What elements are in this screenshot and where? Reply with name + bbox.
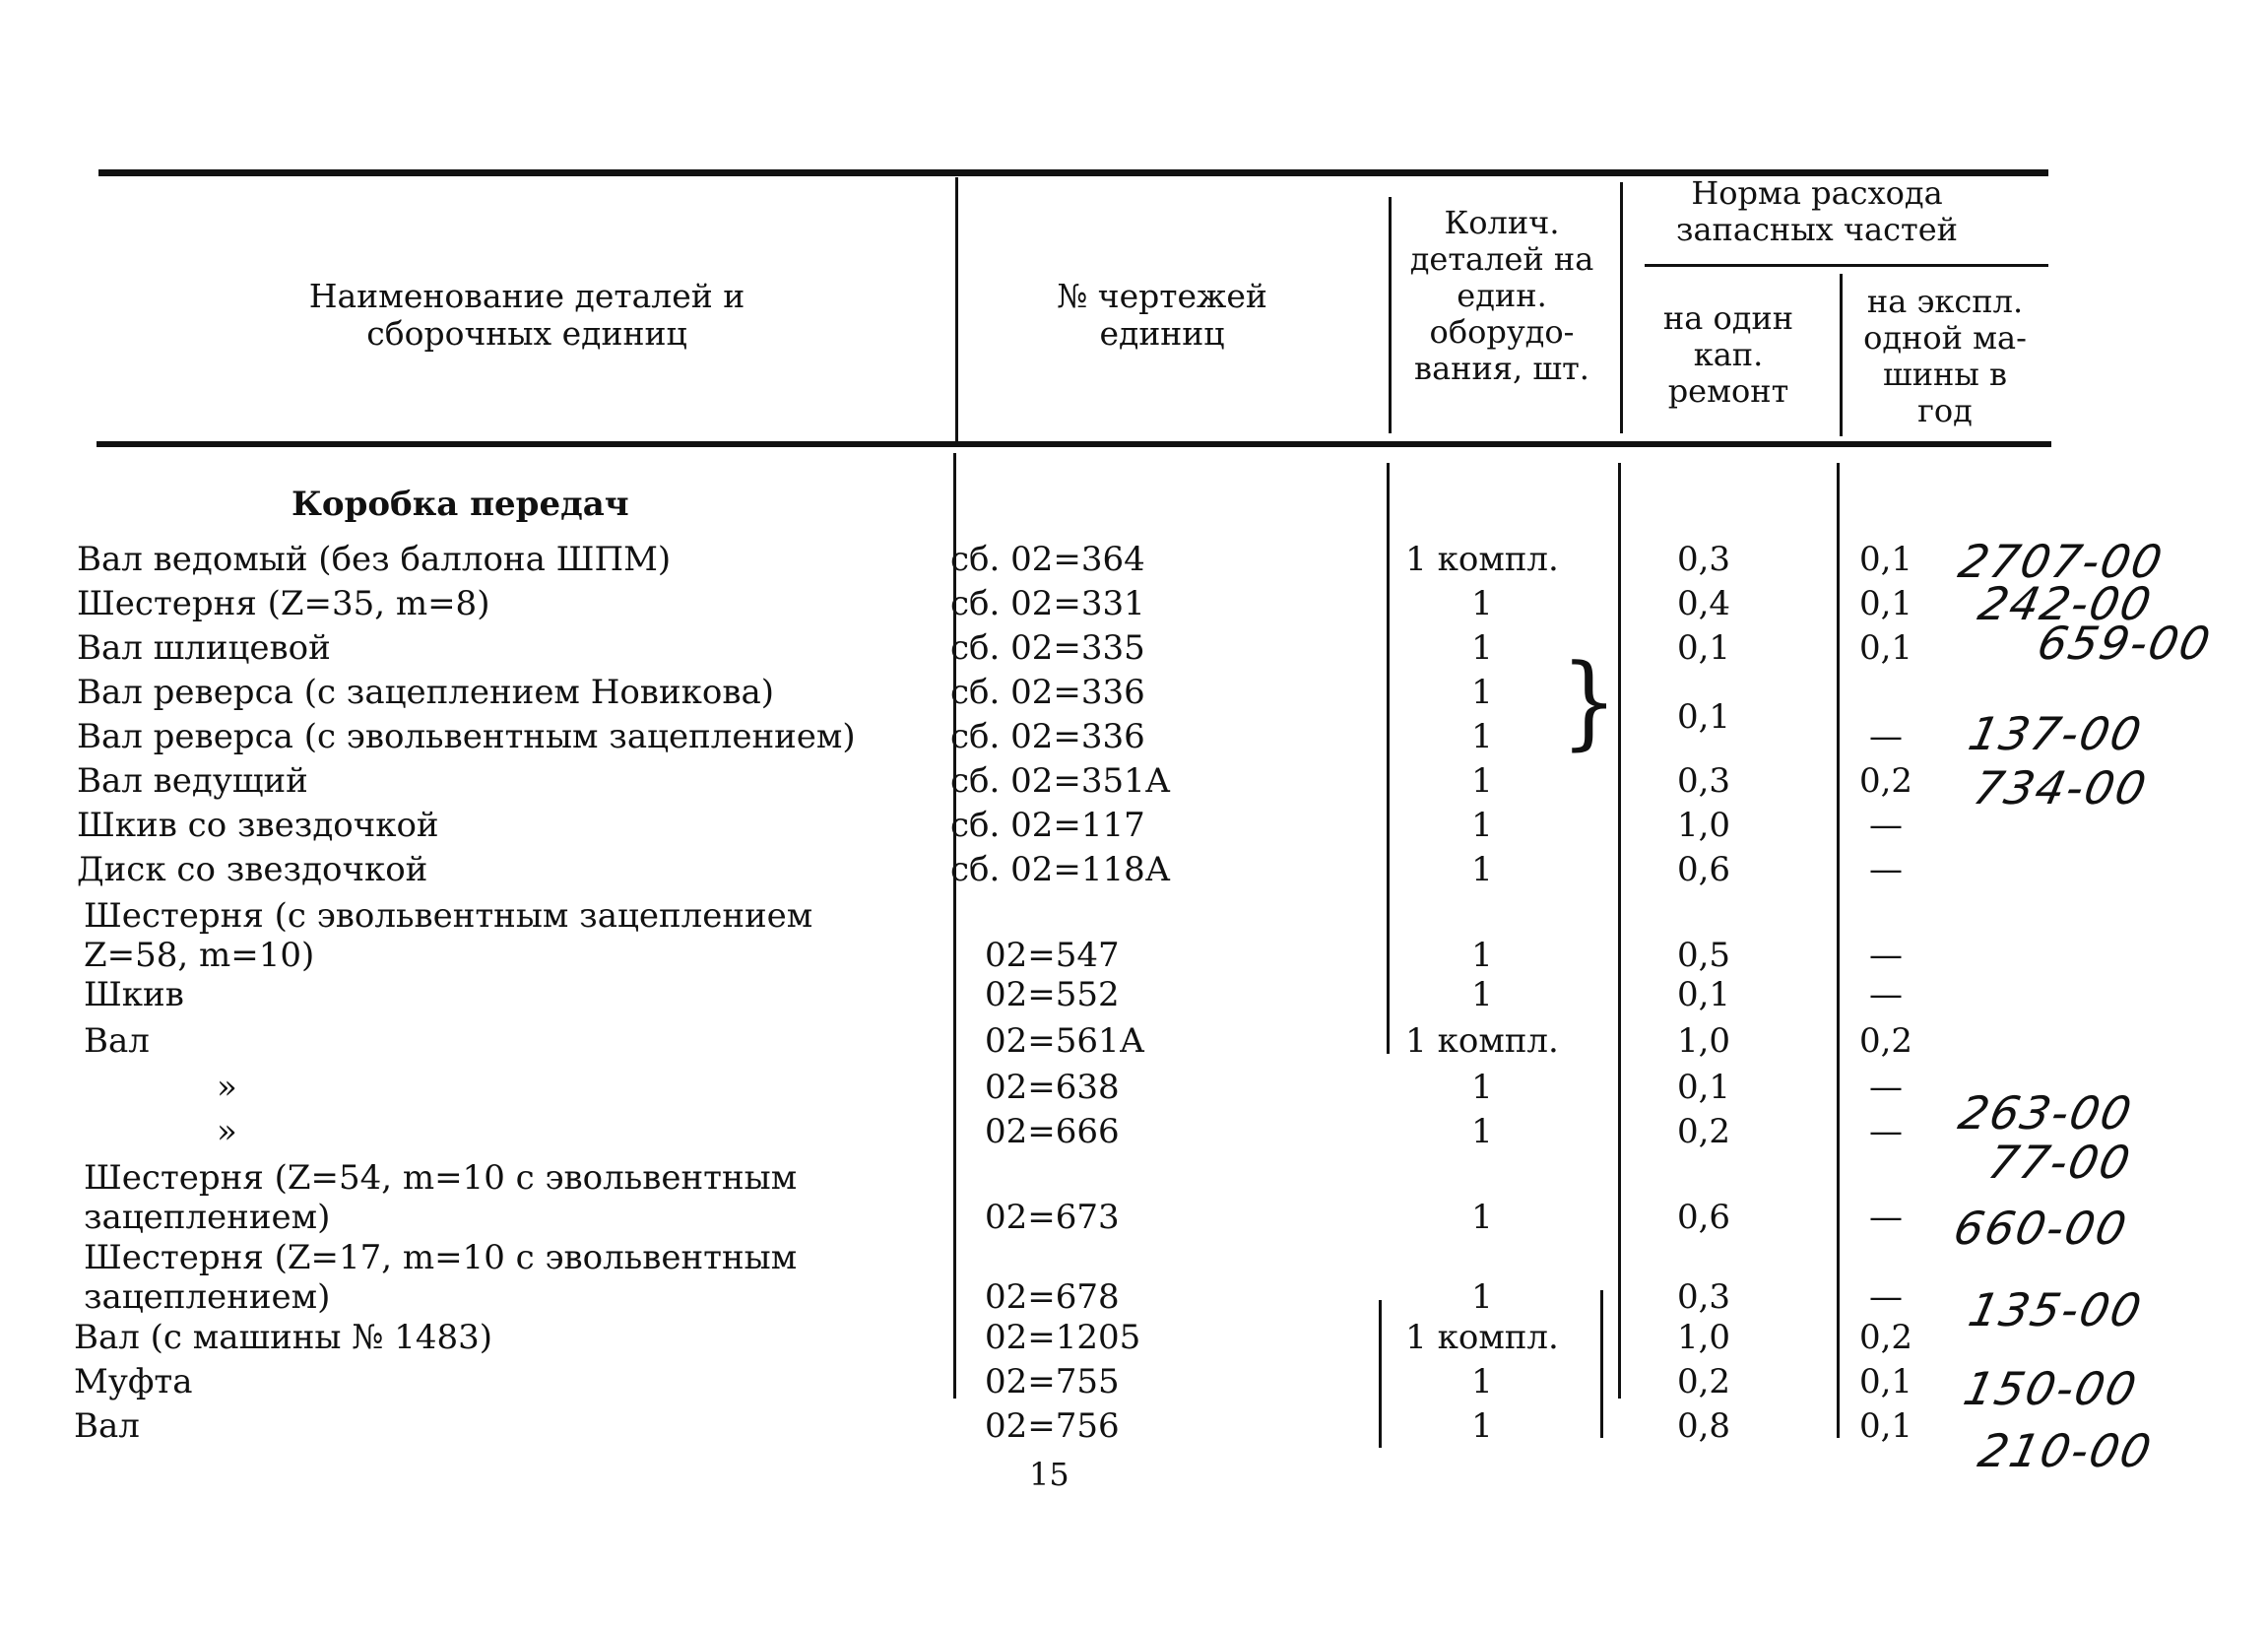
row-norm-year: — bbox=[1869, 1068, 1903, 1107]
row-drawing: сб. 02=118А bbox=[950, 850, 1171, 889]
row-name: Шестерня (Z=54, m=10 с эвольвентным bbox=[84, 1158, 798, 1198]
row-norm-year: 0,2 bbox=[1858, 761, 1913, 801]
row-drawing: сб. 02=336 bbox=[950, 673, 1145, 712]
row-name: Шестерня (Z=17, m=10 с эвольвентным bbox=[84, 1238, 798, 1277]
handwritten-note: 660-00 bbox=[1949, 1202, 2133, 1255]
row-drawing: сб. 02=351А bbox=[950, 761, 1171, 801]
row-norm-repair: 0,2 bbox=[1676, 1362, 1731, 1401]
row-norm-repair: 1,0 bbox=[1676, 1318, 1731, 1357]
row-drawing: 02=552 bbox=[985, 975, 1120, 1014]
header-col-norm-year: на экспл. одной ма-шины в год bbox=[1863, 283, 2027, 429]
header-bottom-rule bbox=[97, 441, 2051, 447]
row-norm-year: 0,1 bbox=[1858, 1406, 1913, 1446]
row-name: Вал bbox=[74, 1406, 140, 1446]
row-name: Вал шлицевой bbox=[77, 628, 331, 668]
row-qty: 1 bbox=[1471, 584, 1493, 623]
handwritten-note: 734-00 bbox=[1969, 761, 2153, 814]
row-qty: 1 bbox=[1471, 761, 1493, 801]
row-norm-year: 0,1 bbox=[1858, 540, 1913, 579]
row-name: Вал ведущий bbox=[77, 761, 308, 801]
row-norm-repair: 0,6 bbox=[1676, 1198, 1731, 1237]
row-drawing: 02=1205 bbox=[985, 1318, 1141, 1357]
row-name-continuation: зацеплением) bbox=[84, 1198, 331, 1237]
grouping-brace: } bbox=[1561, 642, 1618, 761]
row-qty: 1 компл. bbox=[1405, 1318, 1559, 1357]
row-norm-year: 0,2 bbox=[1858, 1021, 1913, 1061]
row-norm-year: — bbox=[1869, 850, 1903, 889]
row-name: Вал реверса (с эвольвентным зацеплением) bbox=[77, 717, 856, 756]
row-norm-year: — bbox=[1869, 936, 1903, 975]
row-name: Вал реверса (с зацеплением Новикова) bbox=[77, 673, 775, 712]
row-qty: 1 bbox=[1471, 975, 1493, 1014]
col-divider-1-header bbox=[955, 177, 958, 443]
row-norm-repair: 0,1 bbox=[1676, 1068, 1731, 1107]
col-divider-3b-body bbox=[1600, 1290, 1603, 1438]
row-drawing: 02=673 bbox=[985, 1198, 1120, 1237]
row-norm-repair: 0,2 bbox=[1676, 1112, 1731, 1151]
row-norm-year: — bbox=[1869, 1198, 1903, 1237]
row-qty: 1 bbox=[1471, 1406, 1493, 1446]
row-norm-repair: 0,3 bbox=[1676, 1277, 1731, 1317]
row-drawing: 02=638 bbox=[985, 1068, 1120, 1107]
row-name-continuation: зацеплением) bbox=[84, 1277, 331, 1317]
handwritten-note: 77-00 bbox=[1983, 1136, 2137, 1189]
row-norm-repair: 0,8 bbox=[1676, 1406, 1731, 1446]
row-drawing: сб. 02=335 bbox=[950, 628, 1145, 668]
row-drawing: сб. 02=364 bbox=[950, 540, 1145, 579]
col-divider-3-header bbox=[1620, 182, 1623, 433]
row-drawing: 02=678 bbox=[985, 1277, 1120, 1317]
row-name: Шкив bbox=[84, 975, 184, 1014]
row-norm-repair: 0,1 bbox=[1676, 697, 1731, 737]
row-qty: 1 bbox=[1471, 1362, 1493, 1401]
row-qty: 1 bbox=[1471, 1198, 1493, 1237]
handwritten-note: 242-00 bbox=[1974, 577, 2158, 630]
row-norm-repair: 1,0 bbox=[1676, 1021, 1731, 1061]
row-qty: 1 bbox=[1471, 936, 1493, 975]
header-col-qty: Колич. деталей на един. оборудо-вания, шт. bbox=[1409, 204, 1594, 387]
row-norm-year: — bbox=[1869, 1277, 1903, 1317]
row-norm-repair: 0,1 bbox=[1676, 628, 1731, 668]
row-norm-repair: 0,5 bbox=[1676, 936, 1731, 975]
row-norm-repair: 1,0 bbox=[1676, 806, 1731, 845]
row-norm-year: — bbox=[1869, 975, 1903, 1014]
row-drawing: сб. 02=331 bbox=[950, 584, 1145, 623]
row-drawing: 02=547 bbox=[985, 936, 1120, 975]
col-divider-2-header bbox=[1389, 197, 1392, 433]
handwritten-note: 210-00 bbox=[1974, 1424, 2158, 1477]
row-norm-repair: 0,6 bbox=[1676, 850, 1731, 889]
row-norm-repair: 0,4 bbox=[1676, 584, 1731, 623]
handwritten-note: 2707-00 bbox=[1954, 535, 2169, 588]
row-norm-repair: 0,3 bbox=[1676, 540, 1731, 579]
row-name: Шкив со звездочкой bbox=[77, 806, 439, 845]
header-col-drawing: № чертежей единиц bbox=[1057, 277, 1267, 353]
row-qty: 1 компл. bbox=[1405, 1021, 1559, 1061]
section-title: Коробка передач bbox=[292, 485, 629, 524]
row-qty: 1 bbox=[1471, 850, 1493, 889]
row-norm-year: — bbox=[1869, 1112, 1903, 1151]
row-norm-year: 0,1 bbox=[1858, 1362, 1913, 1401]
row-drawing: сб. 02=117 bbox=[950, 806, 1145, 845]
row-qty: 1 bbox=[1471, 1112, 1493, 1151]
row-name-continuation: Z=58, m=10) bbox=[84, 936, 315, 975]
row-qty: 1 bbox=[1471, 1068, 1493, 1107]
handwritten-note: 659-00 bbox=[2033, 617, 2217, 670]
row-drawing: сб. 02=336 bbox=[950, 717, 1145, 756]
row-name: Диск со звездочкой bbox=[77, 850, 428, 889]
row-drawing: 02=756 bbox=[985, 1406, 1120, 1446]
row-name: Шестерня (с эвольвентным зацеплением bbox=[84, 896, 813, 936]
row-name: Вал (с машины № 1483) bbox=[74, 1318, 493, 1357]
row-qty: 1 компл. bbox=[1405, 540, 1559, 579]
row-norm-repair: 0,1 bbox=[1676, 975, 1731, 1014]
row-qty: 1 bbox=[1471, 628, 1493, 668]
norm-subheader-rule bbox=[1645, 264, 2048, 267]
row-norm-year: — bbox=[1869, 806, 1903, 845]
row-norm-year: — bbox=[1869, 717, 1903, 756]
handwritten-note: 150-00 bbox=[1959, 1362, 2143, 1415]
page-number: 15 bbox=[1029, 1456, 1069, 1493]
row-norm-repair: 0,3 bbox=[1676, 761, 1731, 801]
row-name: » bbox=[217, 1068, 237, 1107]
header-col-norm: Норма расхода запасных частей bbox=[1676, 174, 1958, 248]
handwritten-note: 137-00 bbox=[1964, 707, 2148, 760]
row-qty: 1 bbox=[1471, 1277, 1493, 1317]
row-name: Вал bbox=[84, 1021, 150, 1061]
header-col-name: Наименование деталей и сборочных единиц bbox=[308, 277, 745, 353]
row-name: Муфта bbox=[74, 1362, 193, 1401]
handwritten-note: 135-00 bbox=[1964, 1283, 2148, 1336]
row-norm-year: 0,1 bbox=[1858, 628, 1913, 668]
row-norm-year: 0,1 bbox=[1858, 584, 1913, 623]
row-drawing: 02=755 bbox=[985, 1362, 1120, 1401]
row-qty: 1 bbox=[1471, 673, 1493, 712]
col-divider-4-header bbox=[1840, 274, 1843, 436]
handwritten-note: 263-00 bbox=[1954, 1086, 2138, 1140]
row-qty: 1 bbox=[1471, 717, 1493, 756]
row-norm-year: 0,2 bbox=[1858, 1318, 1913, 1357]
row-name: » bbox=[217, 1112, 237, 1151]
row-drawing: 02=666 bbox=[985, 1112, 1120, 1151]
row-qty: 1 bbox=[1471, 806, 1493, 845]
row-name: Вал ведомый (без баллона ШПМ) bbox=[77, 540, 672, 579]
row-drawing: 02=561А bbox=[985, 1021, 1145, 1061]
header-col-norm-repair: на один кап. ремонт bbox=[1662, 299, 1794, 410]
row-name: Шестерня (Z=35, m=8) bbox=[77, 584, 490, 623]
